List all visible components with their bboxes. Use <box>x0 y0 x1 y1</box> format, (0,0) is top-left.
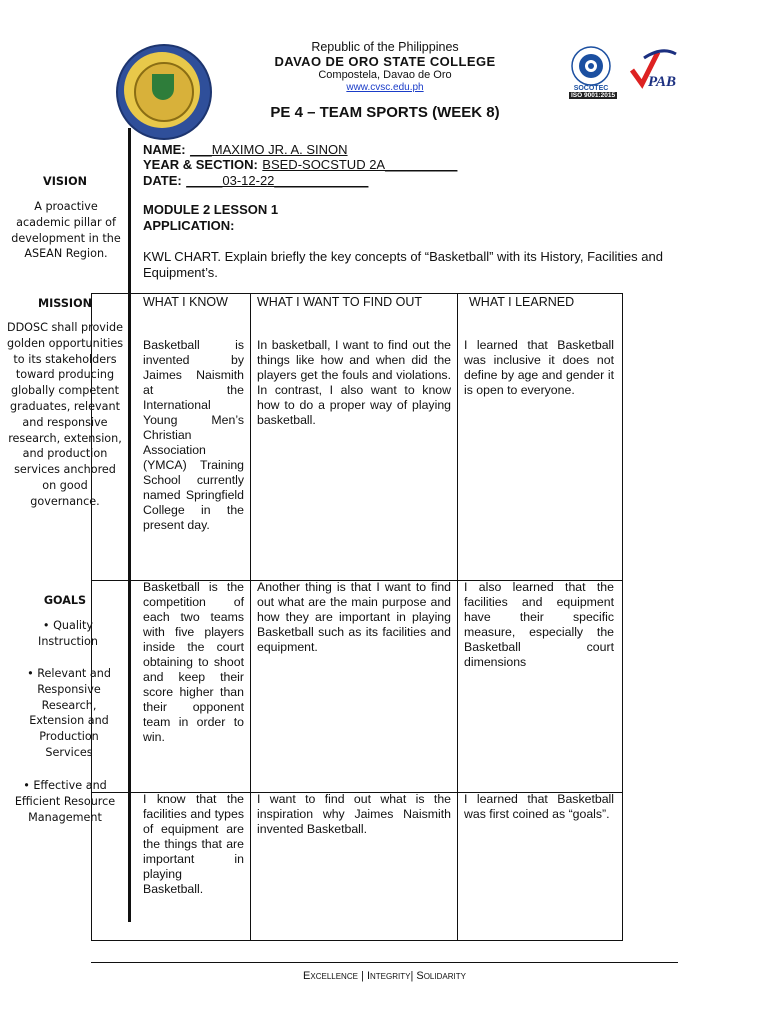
motto-solidarity: Solidarity <box>416 970 466 982</box>
pab-accreditation-logo <box>624 44 680 100</box>
motto-separator: | <box>410 970 414 982</box>
mission-heading: MISSION <box>38 297 92 310</box>
vision-heading: VISION <box>43 175 87 188</box>
goal-item: • Quality Instruction <box>38 619 98 648</box>
table-cell: I learned that Basketball was inclusive it does not define by age and gender it is open to everyone. <box>464 338 614 397</box>
table-cell: I learned that Basketball was first coined as “goals”. <box>464 792 614 821</box>
pab-label: PAB <box>648 74 677 90</box>
table-header-learned: WHAT I LEARNED <box>469 295 575 309</box>
table-cell: In basketball, I want to find out the things like how and when did the players get the fouls and violations. In contrast, I also want to know how to do a proper way of playing basketball. <box>257 338 451 427</box>
table-divider <box>250 294 251 940</box>
socotec-label: SOCOTEC <box>573 85 609 92</box>
table-header-want: WHAT I WANT TO FIND OUT <box>257 295 423 309</box>
college-name: DAVAO DE ORO STATE COLLEGE <box>274 54 496 69</box>
table-cell: Basketball is the competition of each two teams with five players inside the court obtaining to shoot and keep their score higher than their opponent team in order to win. <box>143 580 244 744</box>
college-seal-shield-icon <box>152 74 174 100</box>
college-website-link[interactable]: www.cvsc.edu.ph <box>346 82 424 93</box>
motto-excellence: Excellence <box>303 970 358 982</box>
goals-heading: GOALS <box>43 594 87 607</box>
table-cell: Another thing is that I want to find out what are the main purpose and how they are important in playing Basketball such as its facilities and equipment. <box>257 580 451 654</box>
mission-text: DDOSC shall provide golden opportunities to its stakeholders toward producing globally competent graduates, relevant and responsive research, extension, and production services anchored on good governance. <box>6 321 124 508</box>
vision-text: A proactive academic pillar of development in the ASEAN Region. <box>11 200 121 261</box>
date-value: _____03-12-22_____________ <box>186 173 369 188</box>
footer-motto <box>91 970 678 982</box>
date-row <box>143 172 368 190</box>
motto-integrity: Integrity <box>366 970 411 982</box>
module-heading <box>143 202 278 234</box>
goal-item: • Effective and Efficient Resource Management <box>14 779 116 824</box>
kwl-instructions: KWL CHART. Explain briefly the key concepts of “Basketball” with its History, Facilities and Equipment’s. <box>143 249 663 280</box>
date-label: DATE: <box>143 173 182 188</box>
table-header-know: WHAT I KNOW <box>143 295 228 309</box>
module-lesson: MODULE 2 LESSON 1 <box>143 202 279 217</box>
kwl-table <box>91 293 623 941</box>
goal-item: • Relevant and Responsive Research, Extension and Production Services <box>27 667 111 759</box>
table-cell: I also learned that the facilities and equipment have their specific measure, especially the Basketball court dimensions <box>464 580 614 669</box>
module-section: APPLICATION: <box>143 218 235 233</box>
table-cell: I know that the facilities and types of equipment are the things that are important in playing Basketball. <box>143 792 244 896</box>
motto-separator: | <box>361 970 364 982</box>
course-title: PE 4 – TEAM SPORTS (WEEK 8) <box>270 104 500 121</box>
table-cell: Basketball is invented by Jaimes Naismith at the International Young Men’s Christian Association (YMCA) Training School currently named Springfield College in the present day. <box>143 338 244 532</box>
college-address: Compostela, Davao de Oro <box>318 69 452 81</box>
table-cell: I want to find out what is the inspiration why Jaimes Naismith invented Basketball. <box>257 792 451 836</box>
name-value: ___MAXIMO JR. A. SINON <box>190 142 348 157</box>
table-divider <box>457 294 458 940</box>
footer-divider <box>91 962 678 963</box>
section-label: YEAR & SECTION: <box>143 157 258 172</box>
republic-line: Republic of the Philippines <box>311 40 459 54</box>
section-value: BSED-SOCSTUD 2A__________ <box>262 157 458 172</box>
name-label: NAME: <box>143 142 186 157</box>
iso-label: ISO 9001:2015 <box>571 92 616 99</box>
